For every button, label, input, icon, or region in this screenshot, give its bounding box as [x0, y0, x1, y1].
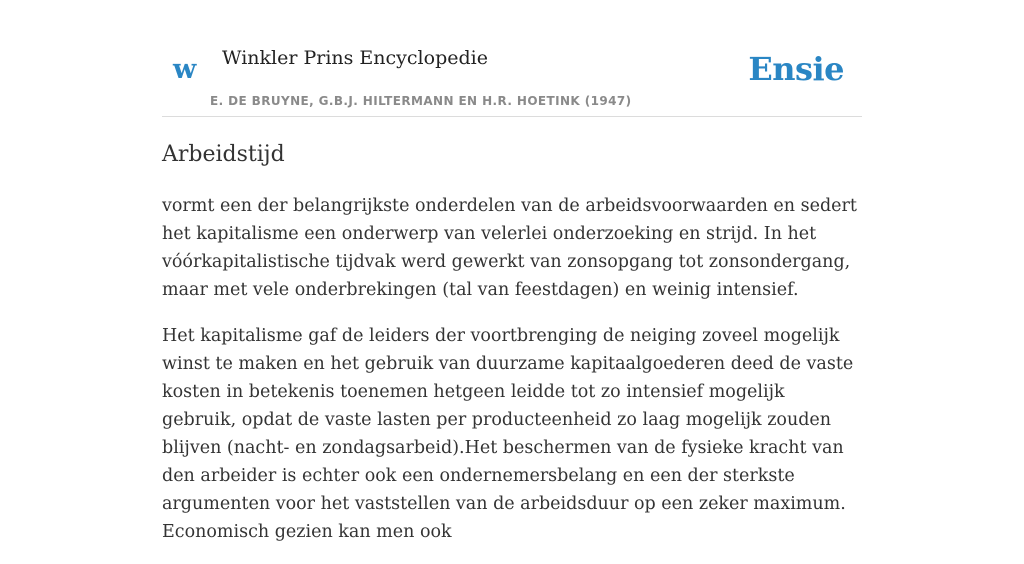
ensie-logo[interactable]: Ensie: [748, 50, 844, 88]
article-title: Arbeidstijd: [162, 142, 285, 167]
site-header: [162, 0, 862, 117]
article-paragraph: Het kapitalisme gaf de leiders der voortbrenging de neiging zoveel mogelijk winst te maken en het gebruik van duurzame kapitaalgoederen deed de vaste kosten in betekenis toenemen hetgeen leidde tot zo intensief mogelijk gebruik, opdat de vaste lasten per producteenheid zo laag mogelijk zouden blijven (nacht- en zondagsarbeid).Het beschermen van de fysieke kracht van den arbeider is echter ook een ondernemersbelang en een der sterkste argumenten voor het vaststellen van de arbeidsduur op een zeker maximum. Economisch gezien kan men ook: [162, 326, 854, 542]
article-paragraph: vormt een der belangrijkste onderdelen van de arbeidsvoorwaarden en sedert het kapitalisme een onderwerp van velerlei onderzoeking en strijd. In het vóórkapitalistische tijdvak werd gewerkt van zonsopgang tot zonsondergang, maar met vele onderbrekingen (tal van feestdagen) en weinig intensief.: [162, 196, 857, 300]
article-body: [162, 192, 862, 564]
source-title[interactable]: Winkler Prins Encyclopedie: [222, 47, 488, 69]
source-authors: E. DE BRUYNE, G.B.J. HILTERMANN EN H.R. HOETINK (1947): [210, 94, 632, 108]
winkler-prins-logo[interactable]: w: [173, 54, 197, 85]
